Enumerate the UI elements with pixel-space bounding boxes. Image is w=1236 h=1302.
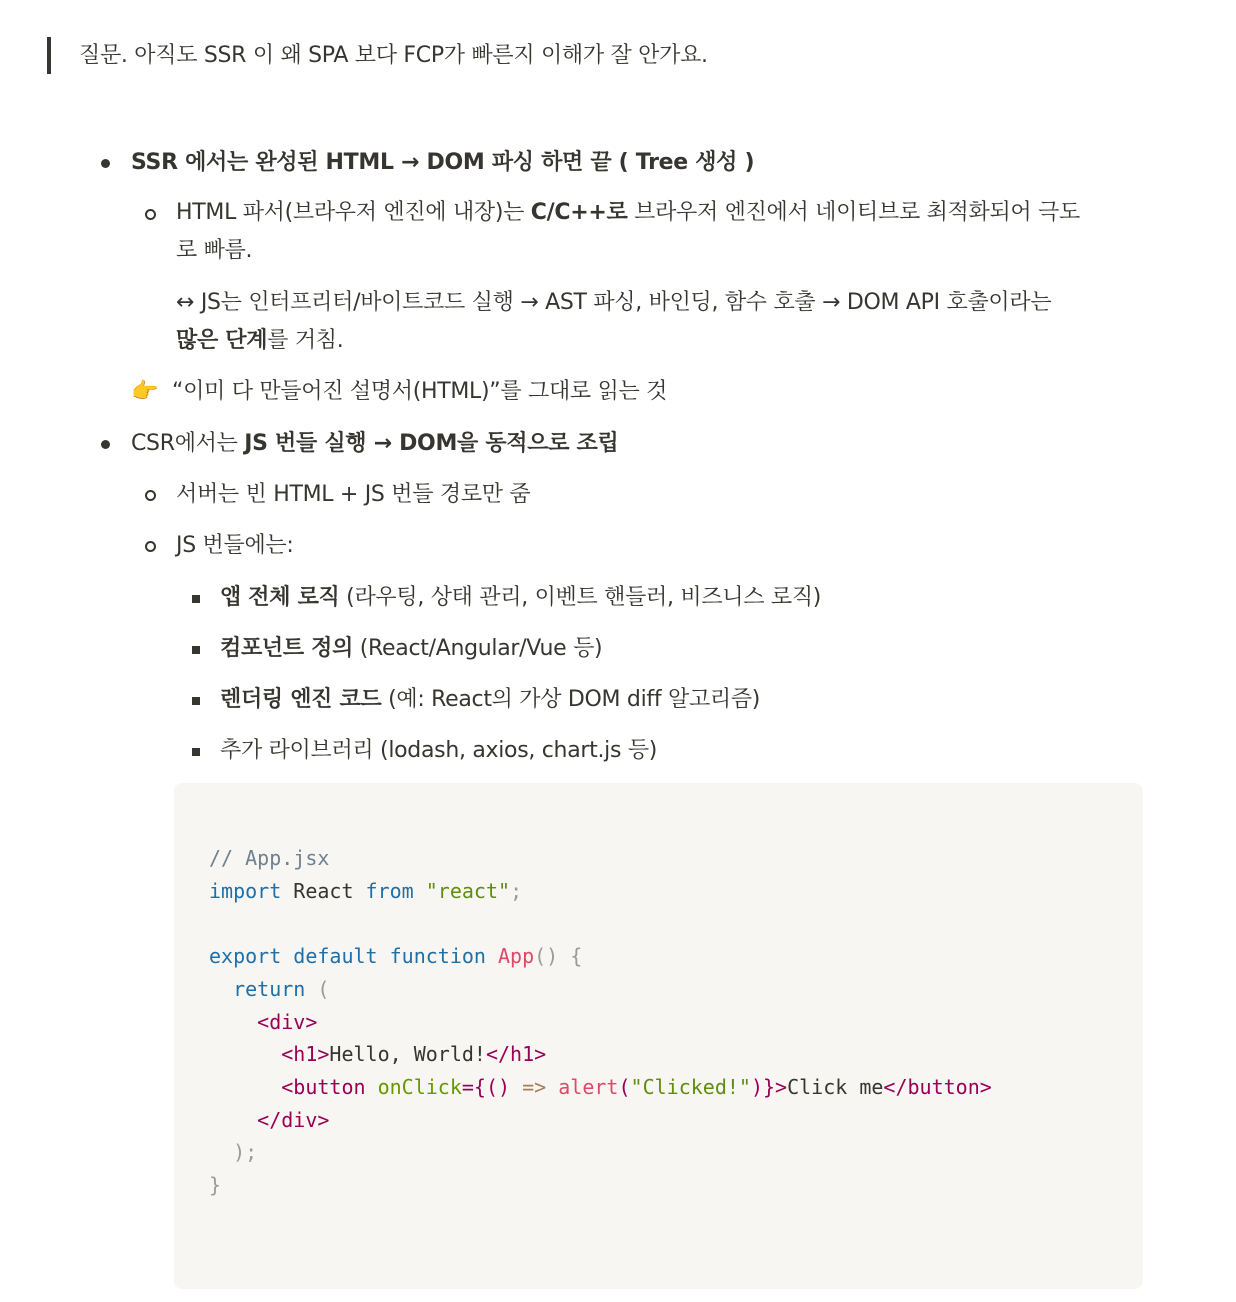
libraries-rest: 추가 라이브러리 (lodash, axios, chart.js 등) <box>220 738 658 763</box>
bullet-disc-ssr <box>101 159 110 168</box>
render-engine-bold: 렌더링 엔진 코드 <box>220 687 382 712</box>
code-alert-open: ( <box>618 1074 631 1099</box>
code-close-brace-gt: }> <box>763 1074 788 1099</box>
code-content <box>209 842 992 1202</box>
bundle-item-app-logic <box>220 579 821 617</box>
bullet-square-render-engine <box>192 697 200 705</box>
bundle-item-libraries <box>220 732 657 770</box>
js-compare-bold: 많은 단계 <box>176 328 268 353</box>
bullet-circle-html-parser <box>145 209 156 220</box>
bullet-circle-bundle <box>145 541 156 552</box>
code-default-kw: default <box>293 944 378 969</box>
code-paren-semi: ); <box>233 1140 258 1165</box>
code-import-kw: import <box>209 878 282 903</box>
code-button-open: <button <box>281 1074 366 1099</box>
code-open-paren: ( <box>305 976 330 1001</box>
components-rest: (React/Angular/Vue 등) <box>353 636 603 661</box>
code-comment: // App.jsx <box>209 846 330 870</box>
ssr-title: SSR 에서는 완성된 HTML → DOM 파싱 하면 끝 ( Tree 생성 ) <box>131 150 755 175</box>
code-arrow: => <box>522 1074 547 1099</box>
bullet-square-app-logic <box>192 595 200 603</box>
code-eq-brace: ={ <box>461 1074 486 1099</box>
code-h1-close: </h1> <box>485 1042 547 1067</box>
bundle-item-components <box>220 630 602 668</box>
code-app-name: App <box>498 944 535 969</box>
csr-title <box>131 425 618 463</box>
bullet-circle-server <box>145 490 156 501</box>
code-h1-open: <h1> <box>281 1042 330 1067</box>
code-react-name: React <box>281 878 366 903</box>
question-quote <box>47 37 708 74</box>
ssr-item-html-parser <box>176 194 1080 232</box>
ssr-summary: “이미 다 만들어진 설명서(HTML)”를 그대로 읽는 것 <box>172 379 668 404</box>
csr-item-bundle: JS 번들에는: <box>176 533 294 558</box>
js-compare-end: 를 거침. <box>267 328 344 353</box>
code-semicolon: ; <box>510 878 523 903</box>
code-div-close: </div> <box>257 1107 330 1132</box>
code-arrow-parens: () <box>485 1074 511 1099</box>
bullet-disc-csr <box>101 440 110 449</box>
html-parser-text: HTML 파서(브라우저 엔진에 내장)는 <box>176 200 531 225</box>
components-bold: 컴포넌트 정의 <box>220 636 354 661</box>
csr-title-bold: JS 번들 실행 → DOM을 동적으로 조립 <box>244 431 619 456</box>
code-alert-close: ) <box>750 1074 763 1099</box>
code-div-open: <div> <box>257 1009 318 1034</box>
code-from-kw: from <box>365 878 414 903</box>
ssr-item-html-parser-line2: 로 빠름. <box>176 238 253 263</box>
app-logic-rest: (라우팅, 상태 관리, 이벤트 핸들러, 비즈니스 로직) <box>339 585 822 610</box>
code-clicked-str: "Clicked!" <box>630 1074 751 1099</box>
quote-text: 질문. 아직도 SSR 이 왜 SPA 보다 FCP가 빠른지 이해가 잘 안가요. <box>79 43 708 68</box>
code-paren-brace: () { <box>534 944 583 969</box>
code-block[interactable] <box>174 783 1143 1289</box>
ssr-item-js-compare: ↔ JS는 인터프리터/바이트코드 실행 → AST 파싱, 바인딩, 함수 호출 → DOM API 호출이라는 <box>176 290 1052 315</box>
code-alert-fn: alert <box>558 1074 619 1099</box>
app-logic-bold: 앱 전체 로직 <box>220 585 340 610</box>
bullet-square-libraries <box>192 748 200 756</box>
code-button-close: </button> <box>883 1074 992 1099</box>
csr-title-prefix: CSR에서는 <box>131 431 245 456</box>
ssr-item-js-compare-line2 <box>176 322 343 360</box>
code-onclick-attr: onClick <box>377 1074 462 1099</box>
pointing-hand-icon: 👉 <box>131 379 159 404</box>
code-return-kw: return <box>233 976 306 1001</box>
bullet-square-components <box>192 646 200 654</box>
html-parser-bold: C/C++로 <box>530 200 628 225</box>
code-export-kw: export <box>209 944 282 969</box>
code-button-text: Click me <box>787 1074 884 1099</box>
code-close-brace: } <box>209 1173 222 1198</box>
code-react-str: "react" <box>425 878 511 903</box>
csr-item-server: 서버는 빈 HTML + JS 번들 경로만 줌 <box>176 482 531 507</box>
html-parser-text-end: 브라우저 엔진에서 네이티브로 최적화되어 극도 <box>627 200 1080 225</box>
code-function-kw: function <box>389 944 486 969</box>
bundle-item-render-engine <box>220 681 760 719</box>
code-h1-text: Hello, World! <box>329 1042 486 1067</box>
render-engine-rest: (예: React의 가상 DOM diff 알고리즘) <box>381 687 761 712</box>
